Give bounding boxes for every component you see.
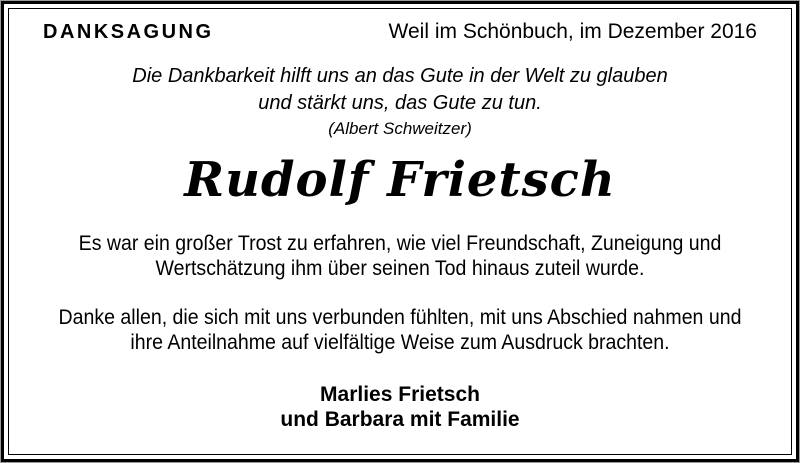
header-row <box>43 19 757 44</box>
thanks-paragraph-2-line-1: Danke allen, die sich mit uns verbunden fühlten, mit uns Abschied nahmen und <box>58 306 742 329</box>
quote-line-2: und stärkt uns, das Gute zu tun. <box>258 91 542 114</box>
quote-attribution: (Albert Schweitzer) <box>328 119 472 138</box>
quote-line-1: Die Dankbarkeit hilft uns an das Gute in der Welt zu glauben <box>132 65 668 87</box>
thanks-paragraph-1-line-1: Es war ein großer Trost zu erfahren, wie viel Freundschaft, Zuneigung und <box>78 232 722 255</box>
thanks-paragraph-2-line-2: ihre Anteilnahme auf vielfältige Weise zum Ausdruck brachten. <box>130 331 670 354</box>
notice-type-heading: DANKSAGUNG <box>43 21 214 43</box>
signature-line-2: und Barbara mit Familie <box>280 408 520 431</box>
family-signature <box>0 382 800 432</box>
thanks-paragraph-1-line-2: Wertschätzung ihm über seinen Tod hinaus zuteil wurde. <box>155 257 645 280</box>
thanks-paragraph-1 <box>28 231 772 281</box>
memorial-quote <box>0 63 800 143</box>
thanks-paragraph-2 <box>28 305 772 355</box>
place-date-line: Weil im Schönbuch, im Dezember 2016 <box>388 20 757 43</box>
signature-line-1: Marlies Frietsch <box>320 383 480 406</box>
deceased-name: Rudolf Frietsch <box>184 152 616 208</box>
